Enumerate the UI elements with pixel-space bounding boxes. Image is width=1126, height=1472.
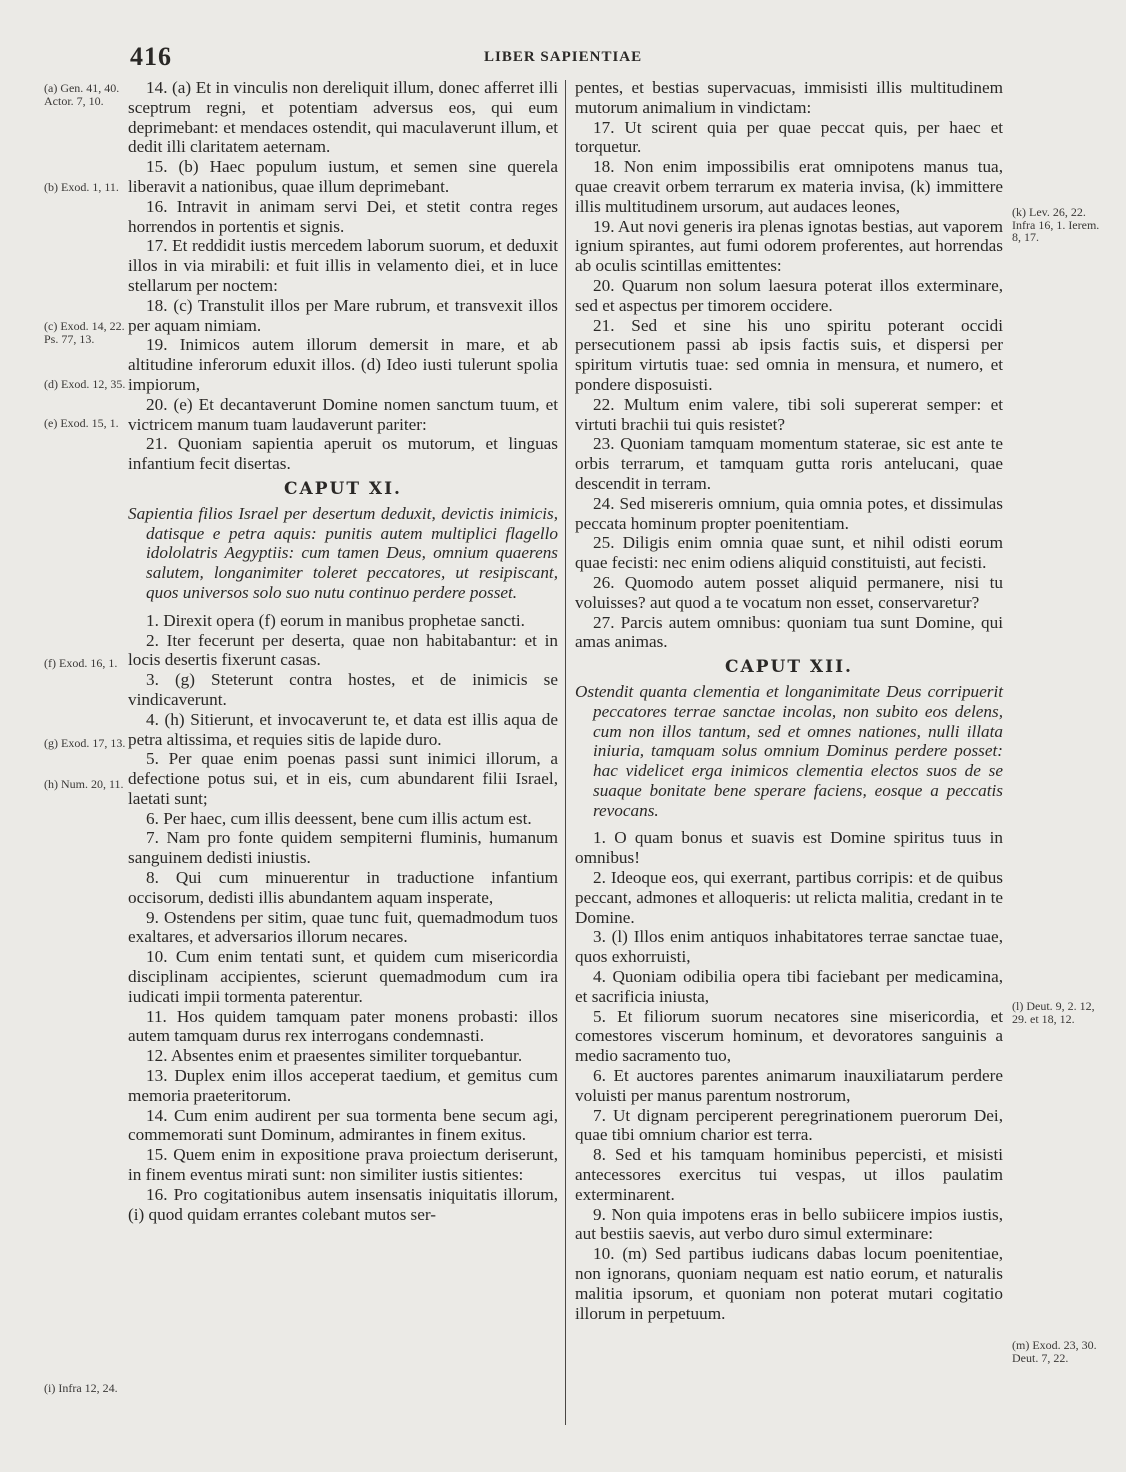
margin-note-i: (i) Infra 12, 24.	[44, 1381, 118, 1395]
verse: 2. Iter fecerunt per deserta, quae non habitabantur: et in locis desertis fixerunt casas.	[128, 630, 558, 670]
margin-note-b: (b) Exod. 1, 11.	[44, 180, 119, 194]
verse: 18. Non enim impossibilis erat omnipotens manus tua, quae creavit orbem terrarum ex materia invisa, (k) immittere illis multitudinem ursorum, aut audaces leones,	[575, 157, 1003, 216]
margin-note-l: (l) Deut. 9, 2. 12, 29. et 18, 12.	[1012, 999, 1095, 1026]
verse: 1. O quam bonus et suavis est Domine spiritus tuus in omnibus!	[575, 828, 1003, 868]
verse: 25. Diligis enim omnia quae sunt, et nihil odisti eorum quae fecisti: nec enim odiens aliquid constituisti, aut fecisti.	[575, 533, 1003, 573]
running-title: LIBER SAPIENTIAE	[484, 49, 643, 65]
verse: 6. Per haec, cum illis deessent, bene cum illis actum est.	[146, 808, 532, 828]
margin-note-k: (k) Lev. 26, 22. Infra 16, 1. Ierem. 8, 17.	[1012, 205, 1100, 244]
verse: 7. Ut dignam perciperent peregrinationem puerorum Dei, quae tibi omnium charior est terra.	[575, 1105, 1003, 1145]
verse: 26. Quomodo autem posset aliquid permanere, nisi tu voluisses? aut quod a te vocatum non esset, conservaretur?	[575, 572, 1003, 612]
verse: 22. Multum enim valere, tibi soli supererat semper: et virtuti brachii tui quis resistet?	[575, 394, 1003, 434]
verse: 17. Ut scirent quia per quae peccat quis, per haec et torquetur.	[575, 117, 1003, 157]
verse: 14. (a) Et in vinculis non dereliquit illum, donec afferret illi sceptrum regni, et potentiam adversus eos, qui eum deprimebant: et mendaces ostendit, qui maculaverunt illum, et dedit illi claritatem aeternam.	[128, 78, 558, 157]
chapter-heading: CAPUT XI.	[284, 478, 402, 499]
verse: 9. Ostendens per sitim, quae tunc fuit, quemadmodum tuos exaltares, et adversarios illorum necares.	[128, 907, 558, 947]
margin-note-h: (h) Num. 20, 11.	[44, 777, 124, 791]
margin-note-d: (d) Exod. 12, 35.	[44, 377, 126, 391]
verse: 19. Inimicos autem illorum demersit in mare, et ab altitudine inferorum eduxit illos. (d) Ideo iusti tulerunt spolia impiorum,	[128, 335, 558, 394]
verse: 6. Et auctores parentes animarum inauxiliatarum perdere voluisti per manus parentum nostrorum,	[575, 1066, 1003, 1105]
verse: 5. Et filiorum suorum necatores sine misericordia, et comestores viscerum hominum, et devoratores sanguinis a medio sacramento tuo,	[575, 1006, 1003, 1066]
verse: 17. Et reddidit iustis mercedem laborum suorum, et deduxit illos in via mirabili: et fuit illis in velamento diei, et in luce stellarum per noctem:	[128, 236, 558, 295]
verse: 4. (h) Sitierunt, et invocaverunt te, et data est illis aqua de petra altissima, et requies sitis de lapide duro.	[128, 709, 558, 749]
verse: 5. Per quae enim poenas passi sunt inimici illorum, a defectione potus sui, et in eis, cum abundarent filii Israel, laetati sunt;	[128, 749, 558, 808]
verse: 10. Cum enim tentati sunt, et quidem cum misericordia disciplinam accipientes, scierunt quemadmodum cum ira iudicati impii tormenta paterentur.	[128, 947, 558, 1006]
verse: 2. Ideoque eos, qui exerrant, partibus corripis: et de quibus peccant, admones et alloqueris: ut relicta malitia, credant in te Domine.	[575, 868, 1003, 927]
verse: 13. Duplex enim illos acceperat taedium, et gemitus cum memoria praeteritorum.	[128, 1066, 558, 1105]
verse: 3. (l) Illos enim antiquos inhabitatores terrae sanctae tuae, quos exhorruisti,	[575, 927, 1003, 967]
verse: 3. (g) Steterunt contra hostes, et de inimicis se vindicaverunt.	[128, 670, 558, 709]
verse: 4. Quoniam odibilia opera tibi faciebant per medicamina, et sacrificia iniusta,	[575, 967, 1003, 1006]
chapter-heading: CAPUT XII.	[725, 657, 853, 678]
verse: 10. (m) Sed partibus iudicans dabas locum poenitentiae, non ignorans, quoniam nequam est natio eorum, et naturalis malitia ipsorum, et quoniam non poterat mutari cogitatio illorum in perpetuum.	[575, 1244, 1003, 1323]
chapter-summary: Sapientia filios Israel per desertum deduxit, devictis inimicis, datisque e petra aquis: punitis autem multiplici flagello idololatris Aegyptiis: cum tamen Deus, omnium quaerens salutem, longanimiter toleret peccatores, ut resipiscant, quos universos solo suo nutu continuo perdere posset.	[128, 503, 558, 602]
verse: 20. Quarum non solum laesura poterat illos exterminare, sed et aspectus per timorem occidere.	[575, 275, 1003, 315]
right-text-column	[575, 78, 1003, 1323]
column-divider	[565, 80, 566, 1425]
verse: 15. (b) Haec populum iustum, et semen sine querela liberavit a nationibus, quae illum deprimebant.	[128, 157, 558, 196]
chapter-summary: Ostendit quanta clementia et longanimitate Deus corripuerit peccatores terrae sanctae incolas, non subito eos delens, cum non illos tantum, sed et omnes nationes, nulli illata iniuria, tamquam solus omnium Dominus perdere posset: hac videlicet erga inimicos clementia electos suos de se suaque bonitate bene sperare faciens, eosque a peccatis revocans.	[575, 681, 1003, 820]
verse: 19. Aut novi generis ira plenas ignotas bestias, aut vaporem ignium spirantes, aut fumi odorem proferentes, aut horrendas ab oculis scintillas emittentes:	[575, 216, 1003, 276]
verse: 11. Hos quidem tamquam pater monens probasti: illos autem tamquam durus rex interrogans condemnasti.	[128, 1006, 558, 1046]
verse: 1. Direxit opera (f) eorum in manibus prophetae sancti.	[146, 610, 525, 630]
verse: 15. Quem enim in expositione prava proiectum deriserunt, in finem eventus mirati sunt: non similiter iustis sitientes:	[128, 1145, 558, 1185]
margin-note-c: (c) Exod. 14, 22. Ps. 77, 13.	[44, 319, 125, 346]
verse: 14. Cum enim audirent per sua tormenta bene secum agi, commemorati sunt Dominum, admirantes in finem exitus.	[128, 1105, 558, 1145]
margin-note-f: (f) Exod. 16, 1.	[44, 656, 118, 670]
verse: 16. Pro cogitationibus autem insensatis iniquitatis illorum, (i) quod quidam errantes colebant mutos ser-	[128, 1184, 558, 1224]
page-number: 416	[130, 42, 172, 71]
verse: 7. Nam pro fonte quidem sempiterni fluminis, humanum sanguinem dedisti iniustis.	[128, 828, 558, 868]
verse: 27. Parcis autem omnibus: quoniam tua sunt Domine, qui amas animas.	[575, 612, 1003, 652]
verse: 20. (e) Et decantaverunt Domine nomen sanctum tuum, et victricem manum tuam laudaverunt pariter:	[128, 394, 558, 434]
left-text-column	[128, 78, 558, 1224]
verse: 24. Sed misereris omnium, quia omnia potes, et dissimulas peccata hominum propter poenitentiam.	[575, 493, 1003, 533]
verse: 21. Sed et sine his uno spiritu poterant occidi persecutionem passi ab ipsis factis suis, et dispersi per spiritum virtutis tuae: sed omnia in mensura, et numero, et pondere disposuisti.	[575, 315, 1003, 394]
verse: 12. Absentes enim et praesentes similiter torquebantur.	[146, 1046, 523, 1066]
verse: 8. Sed et his tamquam hominibus pepercisti, et misisti antecessores exercitus tui vespas, ut illos paulatim exterminarent.	[575, 1145, 1003, 1204]
margin-note-e: (e) Exod. 15, 1.	[44, 416, 119, 430]
verse: 16. Intravit in animam servi Dei, et stetit contra reges horrendos in portentis et signis.	[128, 196, 558, 236]
verse: 9. Non quia impotens eras in bello subiicere impios iustis, aut bestiis saevis, aut verbo duro simul exterminare:	[575, 1204, 1003, 1244]
margin-note-a: (a) Gen. 41, 40. Actor. 7, 10.	[44, 81, 120, 108]
verse: 21. Quoniam sapientia aperuit os mutorum, et linguas infantium fecit disertas.	[128, 434, 558, 474]
margin-note-g: (g) Exod. 17, 13.	[44, 736, 126, 750]
verse: 23. Quoniam tamquam momentum staterae, sic est ante te orbis terrarum, et tamquam gutta roris antelucani, quae descendit in terram.	[575, 434, 1003, 493]
margin-note-m: (m) Exod. 23, 30. Deut. 7, 22.	[1012, 1338, 1097, 1365]
verse: 18. (c) Transtulit illos per Mare rubrum, et transvexit illos per aquam nimiam.	[128, 295, 558, 335]
verse: 8. Qui cum minuerentur in traductione infantium occisorum, dedisti illis abundantem aquam insperate,	[128, 868, 558, 907]
verse-continuation: pentes, et bestias supervacuas, immisisti illis multitudinem mutorum animalium in vindictam:	[575, 78, 1003, 117]
